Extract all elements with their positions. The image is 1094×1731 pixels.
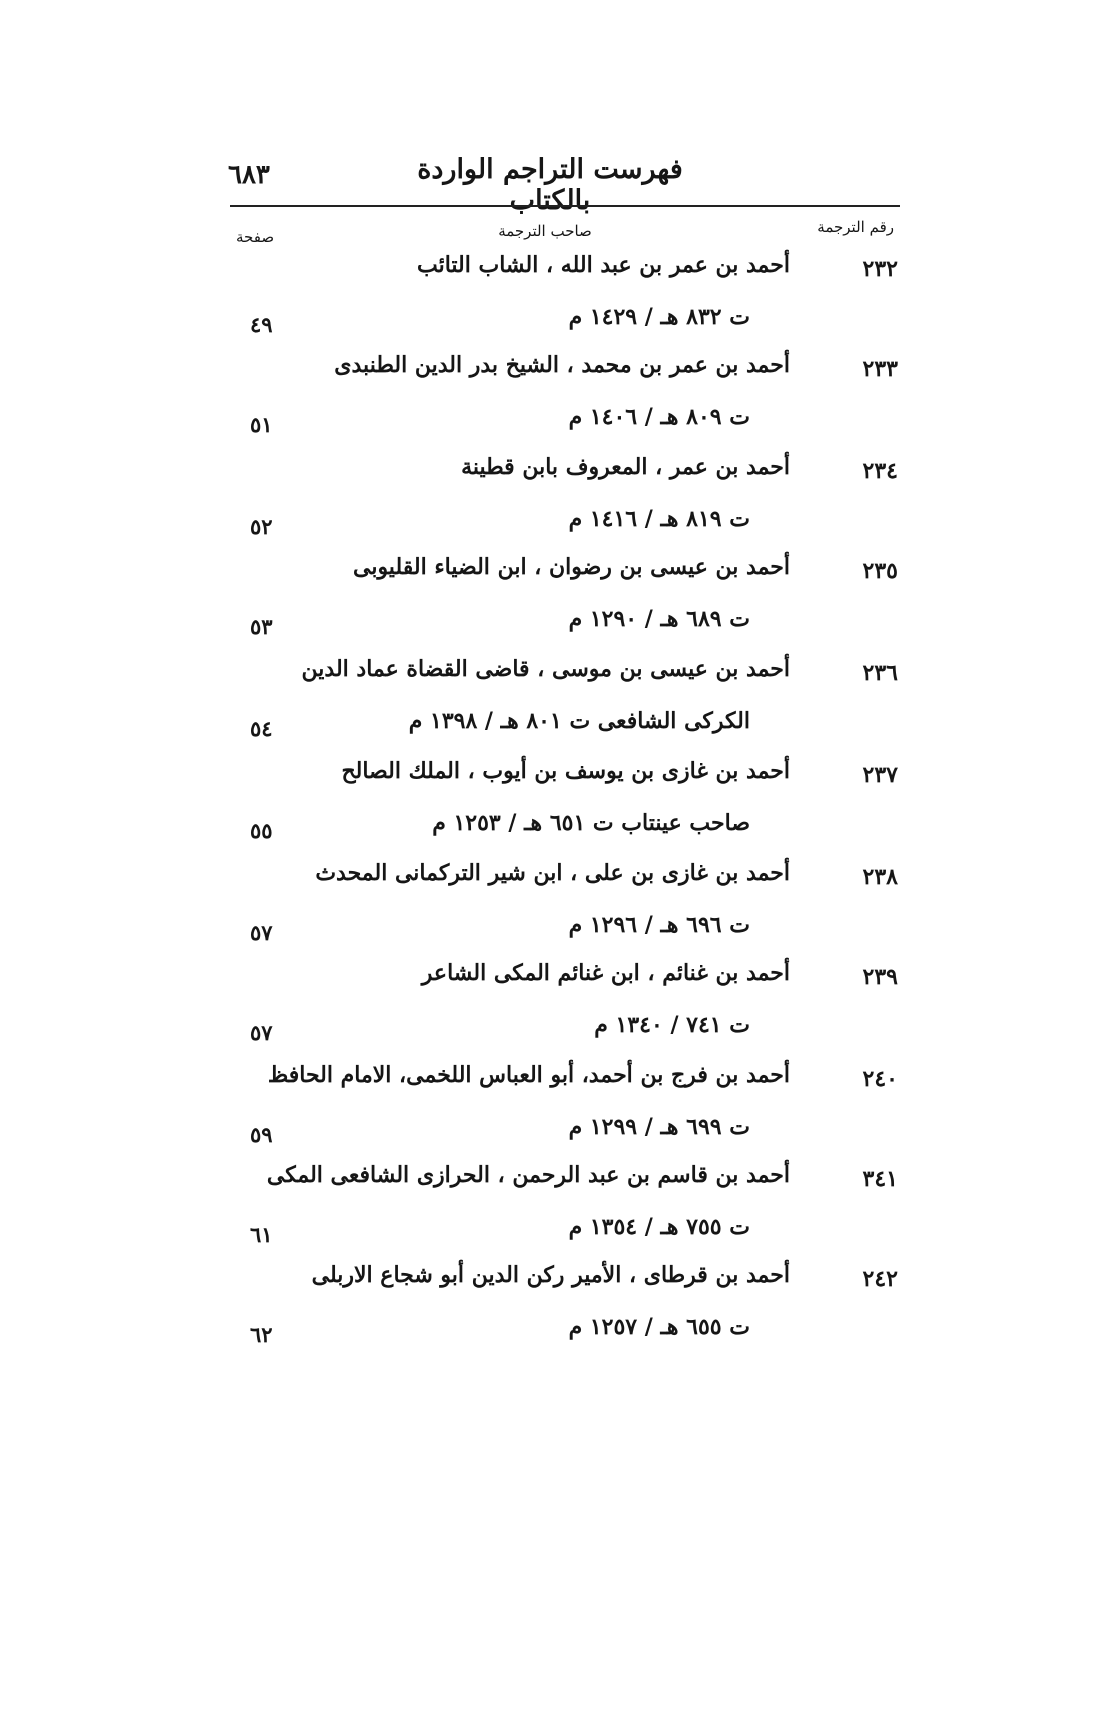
entry-page: ٥٤: [250, 716, 273, 741]
index-entry: [0, 1262, 1094, 1370]
entry-page: ٦٢: [250, 1322, 273, 1347]
entry-death-date: الكركى الشافعى ت ٨٠١ هـ / ١٣٩٨ م: [408, 708, 750, 734]
entry-death-date: ت ٦٥٥ هـ / ١٢٥٧ م: [568, 1314, 750, 1340]
entry-page: ٥٧: [250, 920, 273, 945]
entry-death-date: صاحب عينتاب ت ٦٥١ هـ / ١٢٥٣ م: [432, 810, 750, 836]
entry-number: ٢٣٦: [862, 660, 898, 686]
entry-subject: أحمد بن فرج بن أحمد، أبو العباس اللخمى، الامام الحافظ: [267, 1062, 790, 1088]
entry-death-date: ت ٨١٩ هـ / ١٤١٦ م: [568, 506, 750, 532]
index-entry: [0, 960, 1094, 1068]
entry-number: ٣٤١: [862, 1166, 898, 1192]
entry-subject: أحمد بن غازى بن يوسف بن أيوب ، الملك الصالح: [341, 758, 790, 784]
page-number: ٦٨٣: [228, 160, 270, 190]
entry-subject: أحمد بن غنائم ، ابن غنائم المكى الشاعر: [421, 960, 790, 986]
index-entry: [0, 252, 1094, 360]
entry-number: ٢٣٤: [862, 458, 898, 484]
entry-death-date: ت ٧٥٥ هـ / ١٣٥٤ م: [568, 1214, 750, 1240]
entry-subject: أحمد بن قاسم بن عبد الرحمن ، الحرازى الشافعى المكى: [266, 1162, 790, 1188]
index-entry: [0, 656, 1094, 764]
entry-subject: أحمد بن عيسى بن رضوان ، ابن الضياء القليوبى: [352, 554, 790, 580]
entry-page: ٥٢: [250, 514, 273, 539]
entry-death-date: ت ٨٠٩ هـ / ١٤٠٦ م: [568, 404, 750, 430]
entry-page: ٥٣: [250, 614, 273, 639]
entry-subject: أحمد بن عمر بن عبد الله ، الشاب التائب: [416, 252, 790, 278]
entry-subject: أحمد بن عيسى بن موسى ، قاضى القضاة عماد الدين: [301, 656, 790, 682]
entry-death-date: ت ٨٣٢ هـ / ١٤٢٩ م: [568, 304, 750, 330]
running-title: فهرست التراجم الواردة بالكتاب: [417, 154, 683, 216]
index-entry: [0, 554, 1094, 662]
entry-page: ٦١: [250, 1222, 273, 1247]
column-header-entry-number: رقم الترجمة: [817, 218, 894, 236]
entry-subject: أحمد بن عمر ، المعروف بابن قطينة: [461, 454, 790, 480]
entry-page: ٥٩: [250, 1122, 273, 1147]
entry-death-date: ت ٦٩٦ هـ / ١٢٩٦ م: [568, 912, 750, 938]
header-divider: [230, 205, 900, 207]
column-header-page: صفحة: [236, 228, 275, 246]
entry-subject: أحمد بن عمر بن محمد ، الشيخ بدر الدين الطنبدى: [334, 352, 790, 378]
entry-number: ٢٣٧: [862, 762, 898, 788]
index-entry: [0, 352, 1094, 460]
column-header-subject: صاحب الترجمة: [498, 222, 592, 240]
entry-death-date: ت ٦٨٩ هـ / ١٢٩٠ م: [568, 606, 750, 632]
entry-number: ٢٣٢: [862, 256, 898, 282]
index-entry: [0, 1062, 1094, 1170]
entry-number: ٢٣٩: [862, 964, 898, 990]
entry-subject: أحمد بن قرطاى ، الأمير ركن الدين أبو شجاع الاربلى: [311, 1262, 790, 1288]
entry-number: ٢٣٥: [862, 558, 898, 584]
entry-page: ٥٥: [250, 818, 273, 843]
entry-death-date: ت ٦٩٩ هـ / ١٢٩٩ م: [568, 1114, 750, 1140]
index-entry: [0, 1162, 1094, 1270]
entry-number: ٢٣٨: [862, 864, 898, 890]
entry-page: ٥٧: [250, 1020, 273, 1045]
index-entry: [0, 860, 1094, 968]
index-entry: [0, 454, 1094, 562]
entry-number: ٢٣٣: [862, 356, 898, 382]
entry-subject: أحمد بن غازى بن على ، ابن شير التركمانى المحدث: [315, 860, 790, 886]
entry-death-date: ت ٧٤١ / ١٣٤٠ م: [594, 1012, 750, 1038]
entry-number: ٢٤٢: [862, 1266, 898, 1292]
entry-number: ٢٤٠: [862, 1066, 898, 1092]
entry-page: ٤٩: [250, 312, 273, 337]
index-entry: [0, 758, 1094, 866]
entry-page: ٥١: [250, 412, 273, 437]
